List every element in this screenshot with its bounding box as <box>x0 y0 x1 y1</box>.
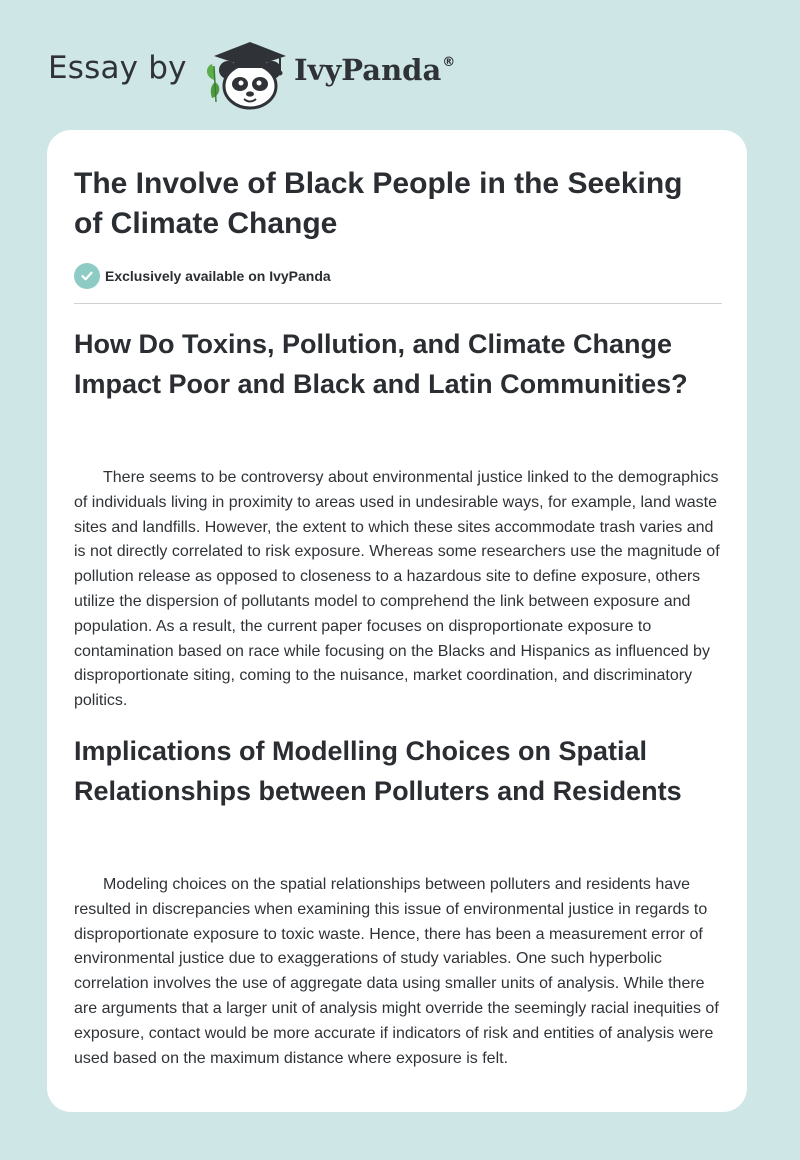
page-title: The Involve of Black People in the Seeking of Climate Change <box>74 167 683 240</box>
brand-text: IvyPanda <box>294 53 442 87</box>
section-2-paragraph: Modeling choices on the spatial relationships between polluters and residents have resulted in discrepancies when examining this issue of environmental justice in regards to disproportionate exposure to toxic waste. Hence, there has been a measurement error of environmental justice due to exaggerations of study variables. One such hyperbolic correlation involves the use of aggregate data using smaller units of analysis. While there are arguments that a larger unit of analysis might override the seemingly racial inequities of exposure, contact would be more accurate if indicators of risk and entities of analysis were used based on the maximum distance where exposure is felt. <box>74 876 719 1067</box>
section-1-paragraph: There seems to be controversy about environmental justice linked to the demographics of individuals living in proximity to areas used in undesirable ways, for example, land waste sites and landfills. However, the extent to which these sites accommodate trash varies and is not directly correlated to risk exposure. Whereas some researchers use the magnitude of pollution release as opposed to closeness to a hazardous site to define exposure, others utilize the dispersion of pollutants model to comprehend the link between exposure and population. As a result, the current paper focuses on disproportionate exposure to contamination based on race while focusing on the Blacks and Hispanics as influenced by disproportionate siting, coming to the nuisance, market coordination, and discriminatory politics. <box>74 469 720 710</box>
panda-graduate-logo-icon[interactable] <box>200 36 296 110</box>
section-1-heading: How Do Toxins, Pollution, and Climate Change Impact Poor and Black and Latin Communities? <box>74 329 688 399</box>
brand-name[interactable] <box>294 53 455 87</box>
title-divider <box>74 303 722 304</box>
exclusive-badge-text: Exclusively available on IvyPanda <box>105 268 331 284</box>
registered-mark: ® <box>442 55 456 70</box>
essay-card <box>47 130 747 1112</box>
essay-by-label: Essay by <box>48 50 187 86</box>
check-circle-icon <box>74 263 100 289</box>
site-header <box>0 0 800 130</box>
section-2-heading: Implications of Modelling Choices on Spatial Relationships between Polluters and Residents <box>74 736 682 806</box>
exclusive-badge <box>74 263 331 289</box>
